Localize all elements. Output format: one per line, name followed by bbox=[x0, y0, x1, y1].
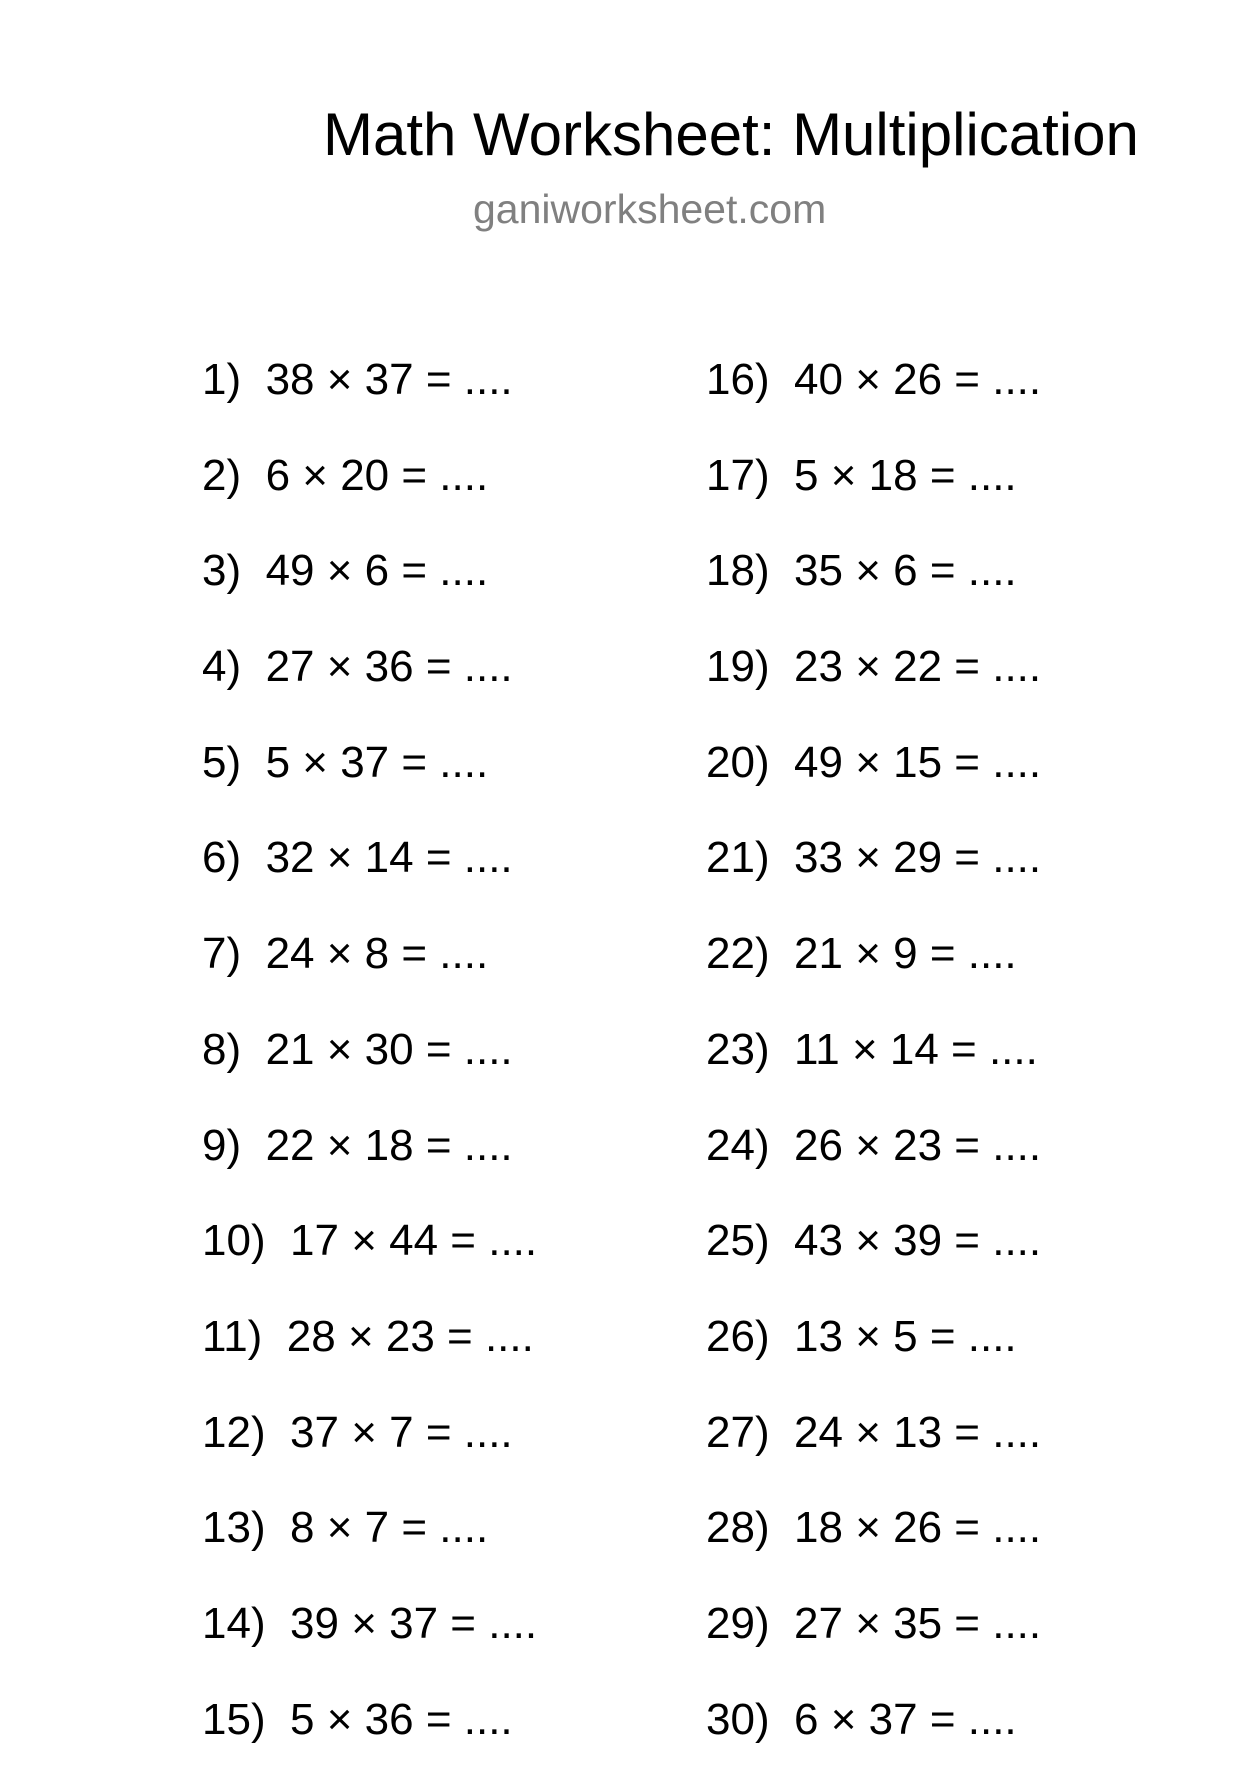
problem-item bbox=[706, 1408, 1041, 1504]
problem-item bbox=[706, 738, 1041, 834]
problem-expression: 18 × 26 = .... bbox=[794, 1503, 1042, 1553]
problem-expression: 27 × 36 = .... bbox=[265, 642, 513, 692]
problem-item bbox=[202, 1216, 537, 1312]
problem-expression: 22 × 18 = .... bbox=[265, 1120, 513, 1170]
problem-number: 17) bbox=[706, 450, 770, 500]
problem-item bbox=[706, 929, 1041, 1025]
problem-item bbox=[202, 929, 537, 1025]
problem-number: 28) bbox=[706, 1503, 770, 1553]
problem-number: 15) bbox=[202, 1694, 266, 1744]
problem-number: 4) bbox=[202, 642, 242, 692]
problem-number: 7) bbox=[202, 929, 242, 979]
problem-item bbox=[202, 1312, 537, 1408]
problem-item bbox=[202, 1121, 537, 1217]
problem-item bbox=[706, 355, 1041, 451]
problem-expression: 13 × 5 = .... bbox=[794, 1311, 1017, 1361]
problem-expression: 35 × 6 = .... bbox=[794, 546, 1017, 596]
problem-item bbox=[202, 546, 537, 642]
problem-item bbox=[202, 451, 537, 547]
problem-number: 19) bbox=[706, 642, 770, 692]
problem-number: 11) bbox=[202, 1311, 263, 1361]
problem-column-right bbox=[706, 355, 1041, 1790]
problem-item bbox=[706, 1312, 1041, 1408]
page-title: Math Worksheet: Multiplication bbox=[323, 101, 1139, 168]
problem-expression: 32 × 14 = .... bbox=[265, 833, 513, 883]
problem-expression: 6 × 20 = .... bbox=[265, 450, 489, 500]
problem-item bbox=[706, 833, 1041, 929]
problem-item bbox=[202, 738, 537, 834]
problem-expression: 11 × 14 = .... bbox=[794, 1024, 1038, 1074]
problem-item bbox=[706, 1025, 1041, 1121]
problem-item bbox=[202, 1599, 537, 1695]
problem-expression: 8 × 7 = .... bbox=[290, 1503, 489, 1553]
problem-expression: 39 × 37 = .... bbox=[290, 1598, 538, 1648]
problem-number: 3) bbox=[202, 546, 242, 596]
problem-expression: 23 × 22 = .... bbox=[794, 642, 1042, 692]
problem-item bbox=[706, 1121, 1041, 1217]
problem-expression: 49 × 6 = .... bbox=[265, 546, 489, 596]
problem-item bbox=[706, 1599, 1041, 1695]
problem-number: 14) bbox=[202, 1598, 266, 1648]
problem-number: 29) bbox=[706, 1598, 770, 1648]
problem-number: 6) bbox=[202, 833, 242, 883]
problem-item bbox=[202, 833, 537, 929]
problem-number: 27) bbox=[706, 1407, 770, 1457]
problem-number: 16) bbox=[706, 355, 770, 404]
problem-item bbox=[706, 451, 1041, 547]
problem-expression: 26 × 23 = .... bbox=[794, 1120, 1042, 1170]
problem-expression: 49 × 15 = .... bbox=[794, 737, 1042, 787]
problem-item bbox=[706, 1695, 1041, 1790]
problem-item bbox=[706, 642, 1041, 738]
problem-expression: 33 × 29 = .... bbox=[794, 833, 1042, 883]
problem-expression: 21 × 9 = .... bbox=[794, 929, 1017, 979]
problem-number: 20) bbox=[706, 737, 770, 787]
problem-number: 1) bbox=[202, 355, 242, 404]
problem-expression: 21 × 30 = .... bbox=[265, 1024, 513, 1074]
problem-number: 25) bbox=[706, 1216, 770, 1266]
problem-number: 22) bbox=[706, 929, 770, 979]
problem-expression: 5 × 36 = .... bbox=[290, 1694, 513, 1744]
problem-number: 30) bbox=[706, 1694, 770, 1744]
site-name: ganiworksheet.com bbox=[473, 186, 827, 232]
problem-expression: 6 × 37 = .... bbox=[794, 1694, 1017, 1744]
problem-item bbox=[202, 1408, 537, 1504]
problem-expression: 40 × 26 = .... bbox=[794, 355, 1042, 404]
problem-expression: 28 × 23 = .... bbox=[286, 1311, 534, 1361]
problem-number: 13) bbox=[202, 1503, 266, 1553]
problem-expression: 38 × 37 = .... bbox=[265, 355, 513, 404]
problem-item bbox=[202, 1025, 537, 1121]
problem-expression: 37 × 7 = .... bbox=[290, 1407, 513, 1457]
problem-expression: 24 × 8 = .... bbox=[265, 929, 489, 979]
problem-expression: 5 × 37 = .... bbox=[265, 737, 489, 787]
problem-item bbox=[706, 1503, 1041, 1599]
problem-number: 9) bbox=[202, 1120, 242, 1170]
problem-expression: 5 × 18 = .... bbox=[794, 450, 1017, 500]
problem-number: 2) bbox=[202, 450, 242, 500]
problem-number: 8) bbox=[202, 1024, 242, 1074]
problem-item bbox=[706, 546, 1041, 642]
problem-number: 24) bbox=[706, 1120, 770, 1170]
problem-number: 18) bbox=[706, 546, 770, 596]
problem-item bbox=[202, 355, 537, 451]
problem-number: 12) bbox=[202, 1407, 266, 1457]
problem-expression: 24 × 13 = .... bbox=[794, 1407, 1042, 1457]
problem-item bbox=[202, 1695, 537, 1790]
problem-item bbox=[706, 1216, 1041, 1312]
problem-column-left bbox=[202, 355, 537, 1790]
problem-expression: 17 × 44 = .... bbox=[290, 1216, 538, 1266]
problem-expression: 43 × 39 = .... bbox=[794, 1216, 1042, 1266]
problem-number: 10) bbox=[202, 1216, 266, 1266]
problem-item bbox=[202, 642, 537, 738]
problem-number: 26) bbox=[706, 1311, 770, 1361]
problem-number: 5) bbox=[202, 737, 242, 787]
problem-number: 23) bbox=[706, 1024, 770, 1074]
problem-item bbox=[202, 1503, 537, 1599]
problem-number: 21) bbox=[706, 833, 770, 883]
problem-expression: 27 × 35 = .... bbox=[794, 1598, 1042, 1648]
